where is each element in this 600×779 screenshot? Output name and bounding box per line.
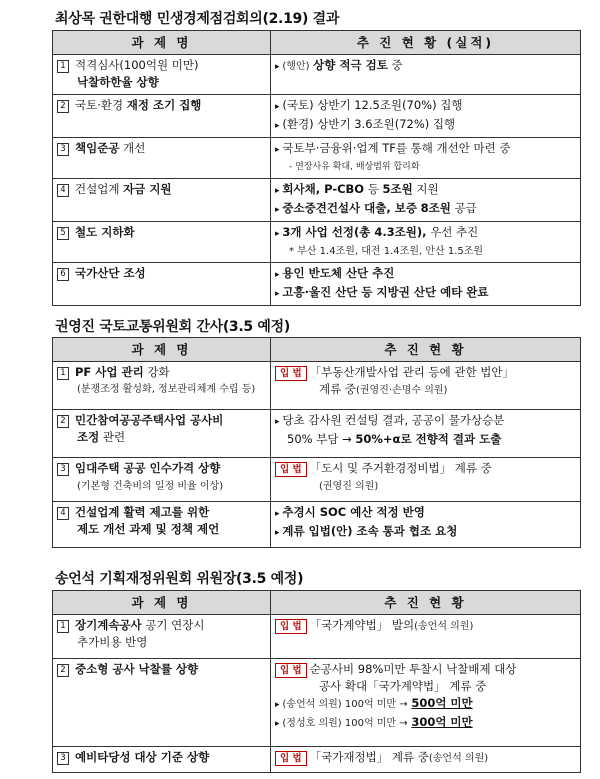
task-text: PF 사업 관리 [75, 365, 144, 379]
col-header-status: 추 진 현 황 [271, 591, 581, 615]
task-text: 임대주택 공공 인수가격 상향 [75, 461, 221, 475]
item-number: 1 [57, 620, 69, 633]
status-text: (송언석 의원) [428, 753, 489, 764]
item-number: 2 [57, 415, 69, 428]
item-number: 3 [57, 463, 69, 476]
col-header-task: 과 제 명 [53, 338, 271, 362]
table-section-3 [52, 590, 581, 773]
status-text: - 연장사유 확대, 배상범위 합리화 [289, 162, 420, 172]
table-section-2 [52, 337, 581, 548]
table-row [53, 55, 581, 95]
task-text: 추가비용 반영 [77, 635, 148, 649]
status-text: 공급 [454, 201, 477, 215]
status-text: (정성호 의원) 100억 미만 → [282, 718, 408, 729]
status-text: 5조원 [382, 182, 413, 196]
table-row [53, 362, 581, 410]
status-text: (권영진 의원) [319, 481, 379, 492]
task-text: 재정 조기 집행 [126, 98, 202, 112]
legislation-stamp: 입 법 [275, 619, 307, 634]
task-text: (기본형 건축비의 일정 비율 이상) [77, 481, 224, 492]
status-text: (환경) 상반기 3.6조원(72%) 집행 [282, 117, 456, 131]
table-section-1 [52, 30, 581, 306]
status-text: 중 [391, 58, 403, 72]
status-text: 발의 [391, 618, 415, 632]
item-number: 4 [57, 184, 69, 197]
table-row [53, 410, 581, 458]
status-text: 계류 중 [391, 750, 429, 764]
task-text: 국가산단 조성 [75, 266, 146, 280]
item-number: 2 [57, 100, 69, 113]
legislation-stamp: 입 법 [275, 366, 307, 381]
col-header-status: 추 진 현 황 (실적) [271, 31, 581, 55]
task-text: 관련 [102, 430, 126, 444]
legislation-stamp: 입 법 [275, 663, 307, 678]
table-row [53, 222, 581, 263]
status-text: (송언석 의원) 100억 미만 → [282, 699, 408, 710]
item-number: 4 [57, 507, 69, 520]
task-text: 자금 지원 [123, 182, 172, 196]
status-text: 「국가계약법」 [309, 618, 389, 632]
task-text: 공기 연장시 [145, 618, 205, 632]
task-text: 예비타당성 대상 기준 상향 [75, 750, 210, 764]
item-number: 5 [57, 227, 69, 240]
item-number: 1 [57, 60, 69, 73]
task-text: 철도 지하화 [75, 225, 135, 239]
table-row [53, 615, 581, 659]
item-number: 6 [57, 268, 69, 281]
status-text: 추경시 SOC 예산 적정 반영 [282, 505, 425, 519]
status-text: (권영진·손명수 의원) [355, 385, 448, 396]
item-number: 2 [57, 664, 69, 677]
status-text: * 부산 1.4조원, 대전 1.4조원, 안산 1.5조원 [289, 246, 484, 257]
task-text: (분쟁조정 활성화, 정보관리체계 수립 등) [77, 384, 256, 395]
status-text: 상향 적극 검토 [313, 58, 388, 72]
status-text: 등 [367, 182, 379, 196]
table-row [53, 659, 581, 747]
legislation-stamp: 입 법 [275, 462, 307, 477]
task-text: 개선 [123, 141, 146, 155]
status-text: 계류 중 [319, 382, 356, 396]
status-text: 계류 입법(안) 조속 통과 협조 요청 [282, 524, 458, 538]
table-row [53, 747, 581, 773]
task-text: 강화 [147, 365, 170, 379]
status-text: 용인 반도체 산단 추진 [282, 266, 395, 280]
status-text: 「도시 및 주거환경정비법」 계류 중 [309, 461, 492, 475]
item-number: 3 [57, 752, 69, 765]
item-number: 1 [57, 367, 69, 380]
status-text: 순공사비 98%미만 투찰시 낙찰배제 대상 [309, 662, 517, 676]
task-text: 적격심사(100억원 미만) [75, 58, 199, 72]
task-text: 국토·환경 [75, 98, 124, 112]
status-text: 50% 부담 → [287, 432, 352, 446]
status-text: 「부동산개발사업 관리 등에 관한 법안」 [309, 365, 514, 379]
task-text: 낙찰하한율 상향 [77, 75, 159, 89]
task-text: 조정 [77, 430, 100, 444]
section-title-2: 권영진 국토교통위원회 간사(3.5 예정) [55, 319, 290, 335]
task-text: 책임준공 [75, 141, 120, 155]
table-row [53, 179, 581, 222]
status-text: 지원 [416, 182, 439, 196]
section-title-3: 송언석 기획재정위원회 위원장(3.5 예정) [55, 571, 304, 587]
status-text: (행안) [282, 61, 310, 72]
status-text: 「국가재정법」 [309, 750, 389, 764]
status-text: 50%+α로 전향적 결과 도출 [355, 432, 502, 446]
status-text: 회사채, P-CBO [282, 182, 365, 196]
section-title-1: 최상목 권한대행 민생경제점검회의(2.19) 결과 [55, 11, 340, 27]
status-text: 8조원 [420, 201, 451, 215]
status-text: (송언석 의원) [414, 621, 474, 632]
item-number: 3 [57, 143, 69, 156]
task-text: 장기계속공사 [75, 618, 142, 632]
col-header-task: 과 제 명 [53, 31, 271, 55]
table-row [53, 263, 581, 306]
table-row [53, 138, 581, 179]
status-text: 당초 감사원 컨설팅 결과, 공공이 물가상승분 [282, 413, 505, 427]
status-text: 우선 추진 [430, 225, 479, 239]
status-text: 중소중견건설사 대출, 보증 [282, 201, 417, 215]
table-row [53, 502, 581, 548]
task-text: 건설업계 활력 제고를 위한 [75, 505, 210, 519]
status-text: 공사 확대「국가계약법」 계류 중 [319, 679, 487, 693]
status-text: 500억 미만 [411, 696, 473, 710]
col-header-task: 과 제 명 [53, 591, 271, 615]
status-text: (국토) 상반기 12.5조원(70%) 집행 [282, 98, 463, 112]
table-row [53, 95, 581, 138]
task-text: 중소형 공사 낙찰률 상향 [75, 662, 199, 676]
status-text: 고흥·울진 산단 등 지방권 산단 예타 완료 [282, 285, 489, 299]
task-text: 건설업계 [75, 182, 120, 196]
task-text: 제도 개선 과제 및 정책 제언 [77, 522, 220, 536]
status-text: 3개 사업 선정(총 4.3조원), [282, 225, 427, 239]
col-header-status: 추 진 현 황 [271, 338, 581, 362]
legislation-stamp: 입 법 [275, 751, 307, 766]
status-text: 300억 미만 [411, 715, 473, 729]
status-text: 국토부·금융위·업계 TF를 통해 개선안 마련 중 [282, 141, 511, 155]
task-text: 민간참여공공주택사업 공사비 [75, 413, 224, 427]
table-row [53, 458, 581, 502]
